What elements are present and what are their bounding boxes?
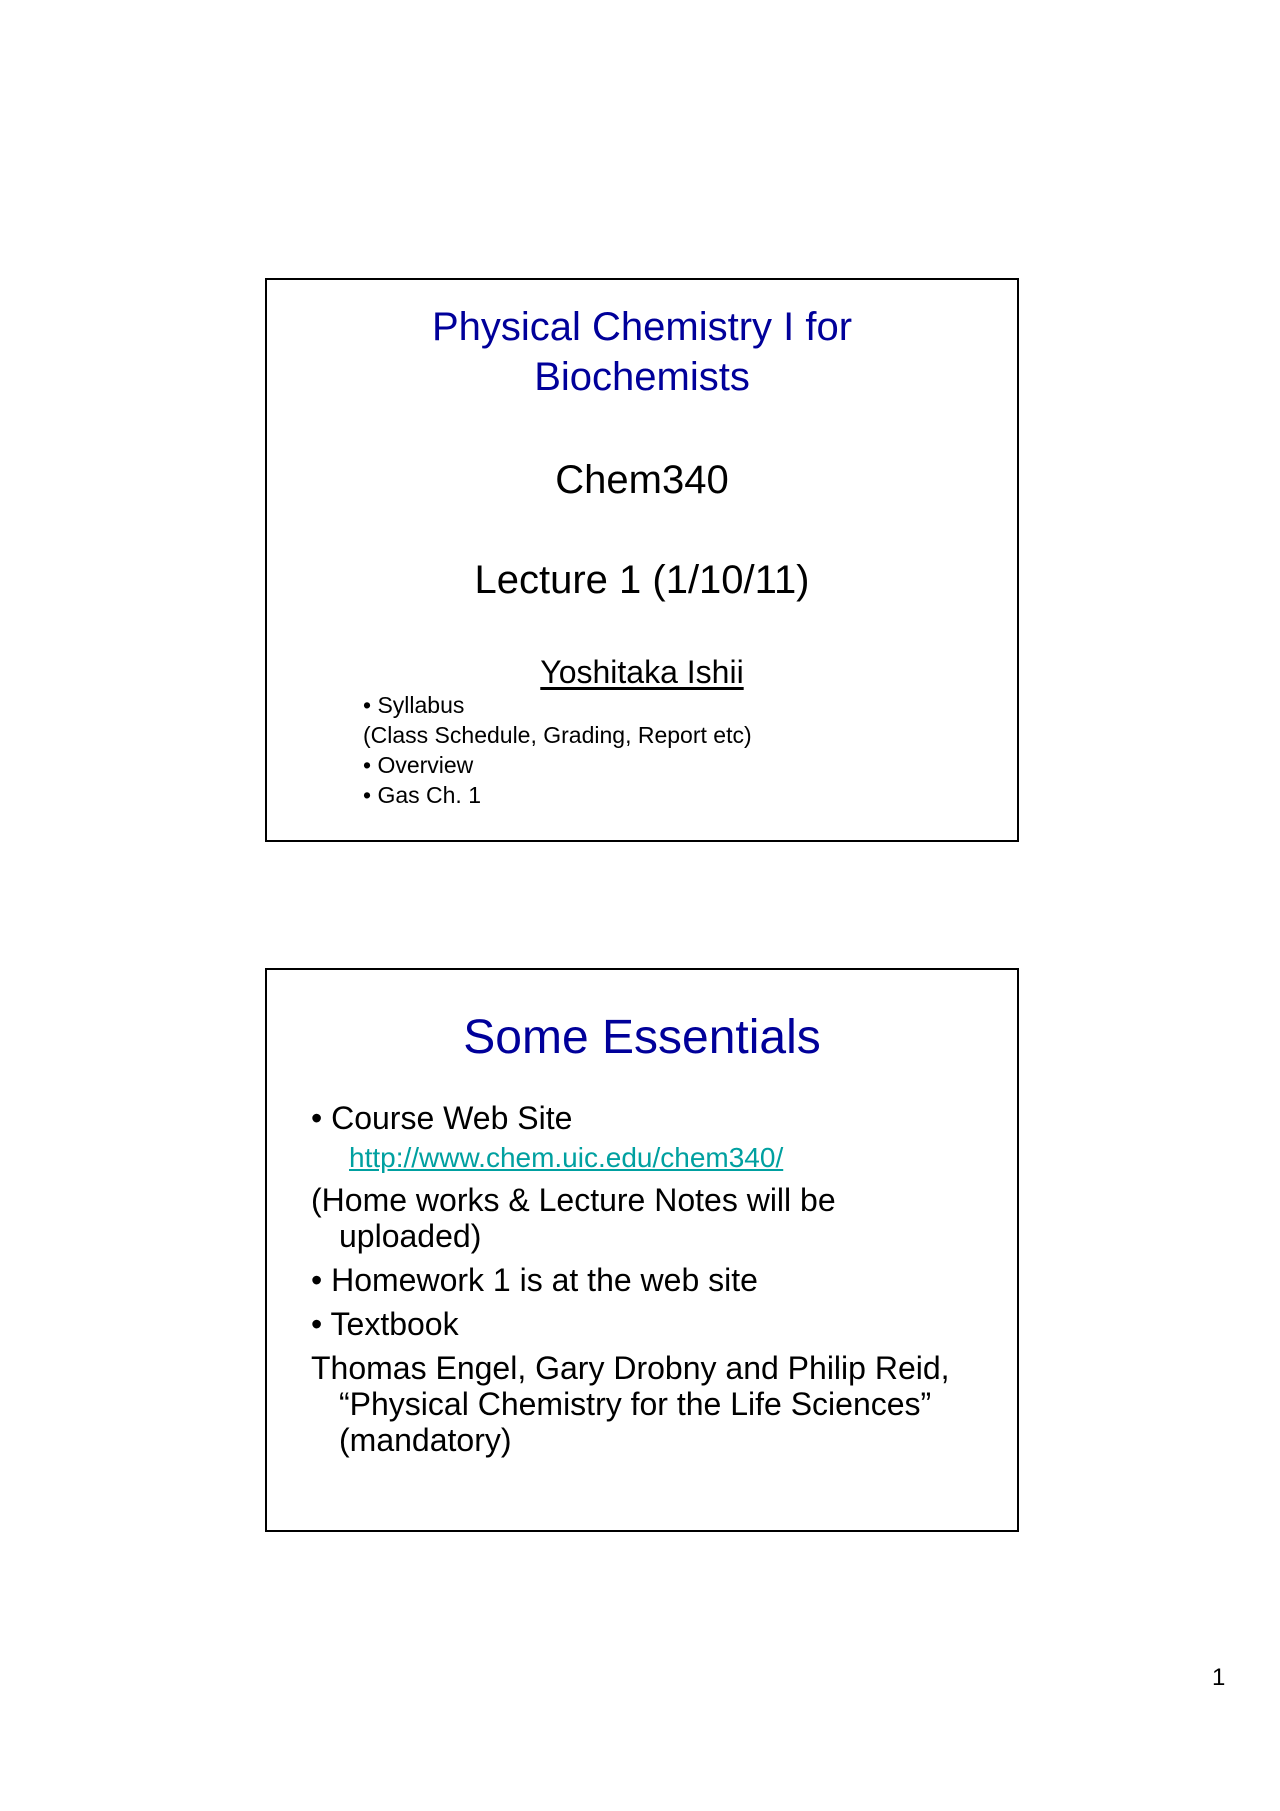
agenda-list <box>363 690 752 810</box>
agenda-item: (Class Schedule, Grading, Report etc) <box>363 722 752 748</box>
essentials-list <box>311 1100 1001 1458</box>
slide-essentials <box>265 968 1019 1532</box>
textbook-title: “Physical Chemistry for the Life Sciences” <box>339 1386 932 1422</box>
title-line-2: Biochemists <box>534 355 750 399</box>
agenda-item: • Syllabus <box>363 692 465 718</box>
agenda-item: • Gas Ch. 1 <box>363 782 481 808</box>
note-line: uploaded) <box>339 1218 482 1254</box>
bullet-textbook: • Textbook <box>311 1306 459 1342</box>
note-line: (Home works & Lecture Notes will be <box>311 1182 836 1218</box>
author-name: Yoshitaka Ishii <box>540 654 744 690</box>
slide-title <box>267 302 1017 402</box>
lecture-label: Lecture 1 (1/10/11) <box>474 558 810 602</box>
bullet-course-web-site: • Course Web Site <box>311 1100 573 1136</box>
title-line-1: Physical Chemistry I for <box>431 305 853 349</box>
course-code: Chem340 <box>555 458 729 502</box>
bullet-homework: • Homework 1 is at the web site <box>311 1262 758 1298</box>
slide-title: Some Essentials <box>463 1011 821 1064</box>
textbook-authors: Thomas Engel, Gary Drobny and Philip Reid, <box>311 1350 950 1386</box>
course-website-link[interactable]: http://www.chem.uic.edu/chem340/ <box>349 1142 784 1173</box>
textbook-note: (mandatory) <box>339 1422 512 1458</box>
slide-lecture-title <box>265 278 1019 842</box>
agenda-item: • Overview <box>363 752 474 778</box>
page-number: 1 <box>1212 1664 1226 1691</box>
